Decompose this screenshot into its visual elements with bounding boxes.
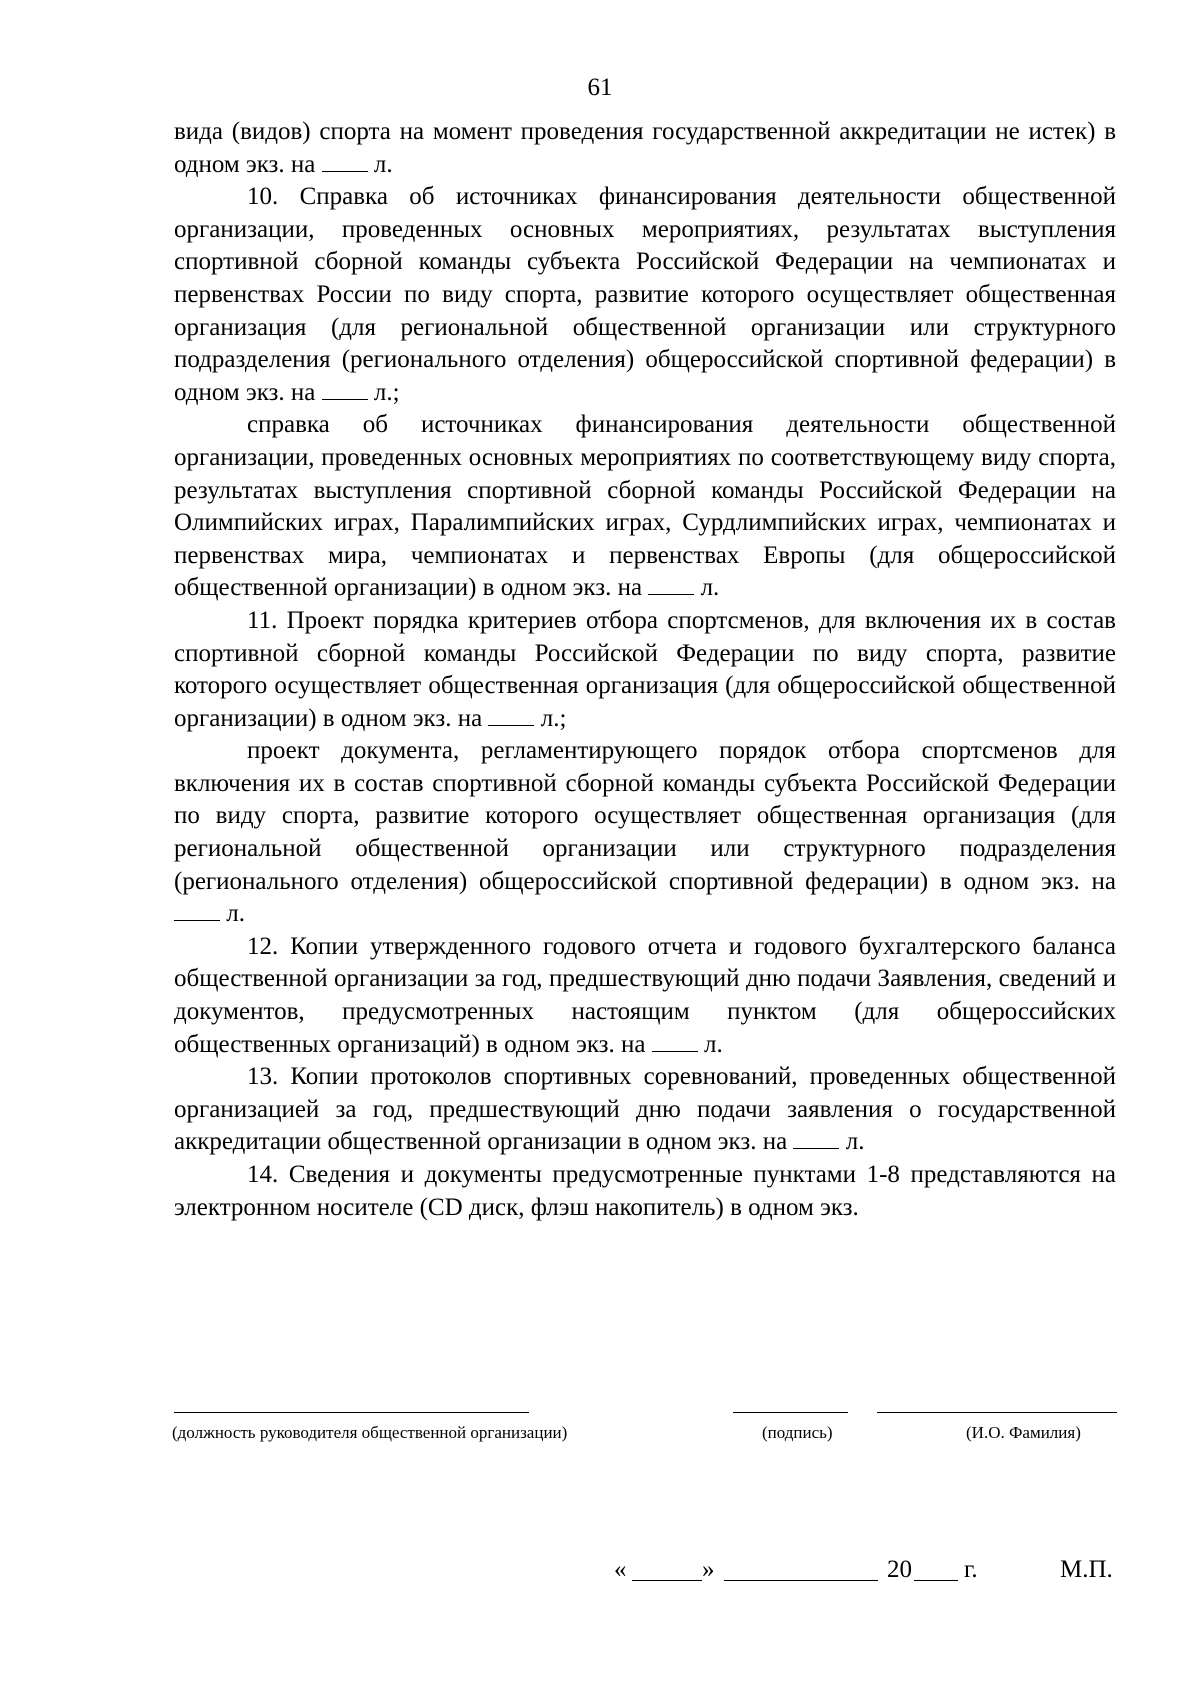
name-caption: (И.О. Фамилия) — [966, 1423, 1081, 1442]
paragraph-9-continuation — [174, 116, 1116, 181]
paragraph-13 — [174, 1061, 1116, 1159]
sheet-count-blank — [648, 572, 694, 595]
paragraph-11-regional — [174, 735, 1116, 931]
sheet-count-blank — [322, 149, 368, 172]
paragraph-text: 11. Проект порядка критериев отбора спортсменов, для включения их в состав спортивной сборной команды Российской Федерации по виду спорта, развитие которого осуществляет общественная организация (для общероссийской общественной организации) в одном экз. на — [174, 606, 1116, 732]
paragraph-text: вида (видов) спорта на момент проведения государственной аккредитации не истек) в одном экз. на — [174, 118, 1116, 178]
position-signature-line — [174, 1412, 529, 1413]
year-prefix: 20 — [887, 1556, 912, 1583]
paragraph-text: 13. Копии протоколов спортивных соревнований, проведенных общественной организацией за год, предшествующий дню подачи заявления о государственной аккредитации общественной организации в одном экз. на — [174, 1063, 1116, 1156]
paragraph-tail: л. — [839, 1128, 865, 1156]
sheet-count-blank — [174, 898, 220, 921]
paragraph-tail: л.; — [534, 704, 567, 732]
paragraph-tail: л.; — [367, 378, 400, 406]
paragraph-tail: л. — [697, 1030, 723, 1058]
paragraph-12 — [174, 931, 1116, 1061]
paragraph-text: 14. Сведения и документы предусмотренные пунктами 1-8 представляются на электронном носителе (CD диск, флэш накопитель) в одном экз. — [174, 1161, 1116, 1221]
position-caption: (должность руководителя общественной организации) — [172, 1423, 568, 1442]
year-blank — [914, 1580, 958, 1581]
paragraph-text: 12. Копии утвержденного годового отчета и годового бухгалтерского баланса общественной организации за год, предшествующий дню подачи Заявления, сведений и документов, предусмотренных настоящим пунктом (для общероссийских общественных организаций) в одном экз. на — [174, 932, 1116, 1058]
signature-line — [733, 1412, 848, 1413]
date-close-quote: » — [702, 1556, 715, 1583]
paragraph-14 — [174, 1159, 1116, 1224]
sheet-count-blank — [793, 1126, 839, 1149]
year-suffix: г. — [964, 1556, 978, 1583]
sheet-count-blank — [652, 1029, 698, 1052]
paragraph-tail: л. — [694, 574, 720, 602]
day-blank — [632, 1580, 702, 1581]
paragraph-11 — [174, 605, 1116, 735]
paragraph-text: проект документа, регламентирующего порядок отбора спортсменов для включения их в состав спортивной сборной команды субъекта Российской Федерации по виду спорта, развитие которого осуществляет общественная организация (для региональной общественной организации или структурного подразделения (регионального отделения) общероссийской спортивной федерации) в одном экз. на — [174, 737, 1116, 895]
paragraph-10-federal — [174, 409, 1116, 605]
paragraph-text: 10. Справка об источниках финансирования деятельности общественной организации, проведенных основных мероприятиях, результатах выступления спортивной сборной команды субъекта Российской Федерации на чемпионатах и первенствах России по виду спорта, развитие которого осуществляет общественная организация (для региональной общественной организации или структурного подразделения (регионального отделения) общероссийской спортивной федерации) в одном экз. на — [174, 183, 1116, 406]
document-body — [174, 116, 1116, 1224]
page-number: 61 — [587, 74, 613, 101]
paragraph-tail: л. — [220, 900, 245, 928]
seal-place: М.П. — [1060, 1556, 1113, 1583]
date-open-quote: « — [614, 1556, 627, 1583]
sheet-count-blank — [322, 377, 368, 400]
month-blank — [724, 1580, 878, 1581]
sheet-count-blank — [488, 703, 534, 726]
paragraph-10 — [174, 181, 1116, 409]
signature-caption: (подпись) — [762, 1423, 833, 1442]
paragraph-text: справка об источниках финансирования деятельности общественной организации, проведенных основных мероприятиях по соответствующему виду спорта, результатах выступления спортивной сборной команды Российской Федерации на Олимпийских играх, Паралимпийских играх, Сурдлимпийских играх, чемпионатах и первенствах мира, чемпионатах и первенствах Европы (для общероссийской общественной организации) в одном экз. на — [174, 411, 1116, 602]
name-signature-line — [877, 1412, 1117, 1413]
paragraph-tail: л. — [367, 150, 393, 178]
